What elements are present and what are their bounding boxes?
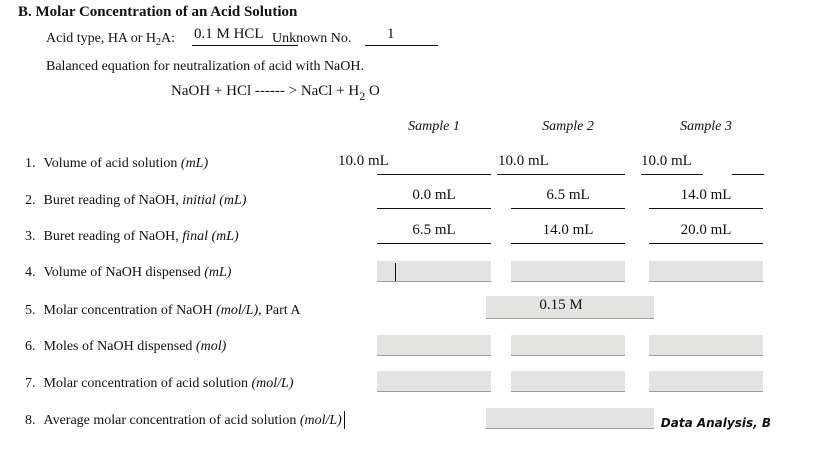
row-label-4: [25, 265, 231, 281]
row-number: 4.: [25, 265, 36, 280]
row3-sample2-underline: [511, 243, 625, 244]
row-text: Buret reading of NaOH,: [43, 193, 179, 208]
row1-sample2-underline: [497, 174, 625, 175]
row7-sample1-field[interactable]: [377, 371, 491, 392]
unknown-number-label: Unknown No.: [272, 31, 352, 46]
equation-products: NaCl + H: [300, 83, 360, 99]
row6-sample1-field[interactable]: [377, 335, 491, 356]
row-number: 3.: [25, 229, 36, 244]
row-label-5: [25, 303, 301, 319]
row-suffix: , Part A: [258, 303, 301, 318]
row-italic: initial: [182, 193, 216, 208]
row-number: 6.: [25, 339, 36, 354]
row2-sample2-underline: [511, 208, 625, 209]
equation-prompt: Balanced equation for neutralization of acid with NaOH.: [46, 59, 364, 74]
row3-sample3-underline: [649, 243, 763, 244]
row1-sample3-value[interactable]: 10.0 mL: [641, 153, 692, 169]
row-text: Average molar concentration of acid solution: [43, 413, 297, 428]
row-number: 5.: [25, 303, 36, 318]
row-text: Buret reading of NaOH,: [43, 229, 179, 244]
row6-sample3-field[interactable]: [649, 335, 763, 356]
row3-sample1-value[interactable]: 6.5 mL: [412, 222, 456, 238]
row-text: Molar concentration of acid solution: [43, 376, 248, 391]
equation-subscript: 2: [359, 89, 366, 103]
row5-naoh-concentration-field[interactable]: [486, 296, 654, 319]
section-title: B. Molar Concentration of an Acid Solution: [18, 4, 298, 20]
acid-type-value: 0.1 M HCL: [194, 26, 264, 42]
equation-reactants: NaOH + HCl: [171, 83, 252, 99]
footer-label: Data Analysis, B: [660, 416, 771, 430]
equation-products-end: O: [369, 83, 380, 99]
unknown-number-value: 1: [387, 26, 395, 42]
column-header-sample-2: Sample 2: [542, 119, 594, 134]
row-text: Volume of NaOH dispensed: [43, 265, 201, 280]
unknown-number-field[interactable]: [365, 27, 438, 46]
row-text: Molar concentration of NaOH: [43, 303, 213, 318]
row1-sample3-underline: [641, 174, 703, 175]
row-text: Volume of acid solution: [43, 156, 178, 171]
column-header-sample-1: Sample 1: [408, 119, 460, 134]
row6-sample2-field[interactable]: [511, 335, 625, 356]
row1-sample3-underline-tail: [732, 174, 764, 175]
row2-sample1-underline: [377, 208, 491, 209]
row-text: Moles of NaOH dispensed: [43, 339, 193, 354]
row3-sample1-underline: [377, 243, 491, 244]
row-number: 8.: [25, 413, 36, 428]
row-label-3: [25, 229, 239, 245]
acid-type-subscript: 2: [156, 37, 162, 48]
row-unit: (mL): [180, 156, 209, 171]
row1-sample2-value[interactable]: 10.0 mL: [498, 153, 549, 169]
row1-sample1-value[interactable]: 10.0 mL: [338, 153, 389, 169]
row-label-6: [25, 339, 226, 355]
balanced-equation: [171, 83, 380, 104]
row7-sample2-field[interactable]: [511, 371, 625, 392]
row-number: 7.: [25, 376, 36, 391]
acid-type-label: [46, 31, 175, 48]
row-label-7: [25, 376, 294, 392]
acid-type-label-suffix: A:: [161, 31, 176, 46]
row-italic: final: [182, 229, 208, 244]
equation-arrow: ------ >: [254, 83, 298, 99]
field-cursor: [395, 263, 396, 281]
acid-type-label-text: Acid type, HA or H: [46, 31, 157, 46]
row1-sample1-underline: [377, 174, 491, 175]
row3-sample2-value[interactable]: 14.0 mL: [542, 222, 594, 238]
row-number: 2.: [25, 193, 36, 208]
row7-sample3-field[interactable]: [649, 371, 763, 392]
row-label-8: [25, 413, 342, 429]
row-unit: (mL): [211, 229, 239, 244]
row-unit: (mL): [204, 265, 232, 280]
row4-sample2-field[interactable]: [511, 261, 625, 282]
row2-sample1-value[interactable]: 0.0 mL: [412, 187, 456, 203]
row-unit: (mol/L): [299, 413, 342, 428]
row-unit: (mol): [195, 339, 227, 354]
text-cursor: [344, 411, 345, 429]
column-header-sample-3: Sample 3: [680, 119, 732, 134]
row8-average-concentration-field[interactable]: [486, 408, 654, 429]
row-unit: (mol/L): [251, 376, 294, 391]
row-label-1: [25, 156, 208, 172]
row-unit: (mL): [219, 193, 247, 208]
row-unit: (mol/L): [216, 303, 259, 318]
row5-value: 0.15 M: [539, 297, 583, 313]
row2-sample3-value[interactable]: 14.0 mL: [680, 187, 732, 203]
row3-sample3-value[interactable]: 20.0 mL: [680, 222, 732, 238]
row2-sample2-value[interactable]: 6.5 mL: [546, 187, 590, 203]
row-label-2: [25, 193, 246, 209]
row4-sample3-field[interactable]: [649, 261, 763, 282]
row-number: 1.: [25, 156, 36, 171]
row2-sample3-underline: [649, 208, 763, 209]
row4-sample1-field[interactable]: [377, 261, 491, 282]
